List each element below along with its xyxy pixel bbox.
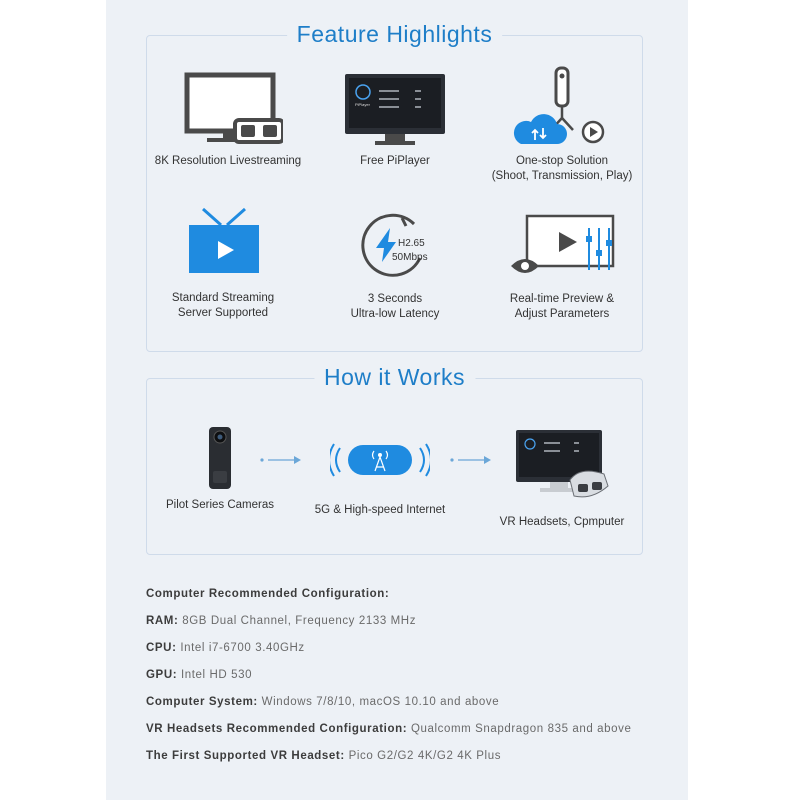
spec-row-cpu	[146, 642, 706, 654]
spec-value: Intel i7-6700 3.40GHz	[180, 642, 305, 654]
feature-low-latency	[315, 210, 475, 322]
spec-row-gpu	[146, 669, 706, 681]
bitrate-label: 50Mbps	[392, 252, 428, 263]
spec-value: 8GB Dual Channel, Frequency 2133 MHz	[182, 615, 417, 627]
feature-standard-streaming	[143, 205, 303, 321]
spec-key: CPU:	[146, 642, 177, 654]
preview-eye-sliders-icon	[507, 210, 617, 280]
step-label: Pilot Series Cameras	[165, 499, 274, 511]
spec-value: Pico G2/G2 4K/G2 4K Plus	[348, 750, 502, 762]
spec-row-system	[146, 696, 706, 708]
spec-key: Computer System:	[146, 696, 258, 708]
feature-caption: Standard Streaming Server Supported	[171, 292, 275, 319]
feature-one-stop-solution	[482, 66, 642, 184]
spec-row-vr-config	[146, 723, 706, 735]
signal-tower-icon	[330, 440, 430, 480]
feature-caption: 3 Seconds Ultra-low Latency	[350, 293, 440, 320]
feature-caption: 8K Resolution Livestreaming	[154, 155, 302, 167]
feature-caption: One-stop Solution (Shoot, Transmission, Play)	[491, 155, 633, 182]
step-pilot-cameras	[135, 425, 305, 511]
spec-key: GPU:	[146, 669, 178, 681]
lightning-speed-icon	[350, 210, 440, 280]
spec-value: Qualcomm Snapdragon 835 and above	[410, 723, 632, 735]
feature-free-piplayer	[315, 72, 475, 169]
spec-key: The First Supported VR Headset:	[146, 750, 345, 762]
section-title-features: Feature Highlights	[287, 19, 503, 49]
tv-play-icon	[183, 205, 263, 277]
spec-key: VR Headsets Recommended Configuration:	[146, 723, 408, 735]
piplayer-brand-text: PiPlayer	[355, 102, 370, 107]
tv-vr-headset-icon	[173, 72, 283, 148]
step-vr-headsets-computer	[477, 428, 647, 528]
spec-heading: Computer Recommended Configuration:	[146, 588, 390, 600]
feature-realtime-preview	[482, 210, 642, 322]
monitor-piplayer-icon	[343, 72, 447, 148]
step-label: 5G & High-speed Internet	[314, 504, 446, 516]
spec-value: Intel HD 530	[180, 669, 253, 681]
feature-caption: Real-time Preview & Adjust Parameters	[509, 293, 615, 320]
spec-key: RAM:	[146, 615, 179, 627]
feature-8k-livestreaming	[148, 72, 308, 169]
computer-vr-headset-icon	[512, 428, 612, 502]
spec-row-first-headset	[146, 750, 706, 762]
step-5g-internet	[295, 440, 465, 516]
codec-label: H2.65	[398, 238, 425, 249]
camera-device-icon	[200, 425, 240, 491]
spec-row-ram	[146, 615, 706, 627]
camera-cloud-play-icon	[507, 66, 617, 148]
section-title-how: How it Works	[314, 362, 475, 392]
feature-caption: Free PiPlayer	[360, 155, 430, 167]
spec-value: Windows 7/8/10, macOS 10.10 and above	[261, 696, 500, 708]
step-label: VR Headsets, Cpmputer	[499, 516, 625, 528]
